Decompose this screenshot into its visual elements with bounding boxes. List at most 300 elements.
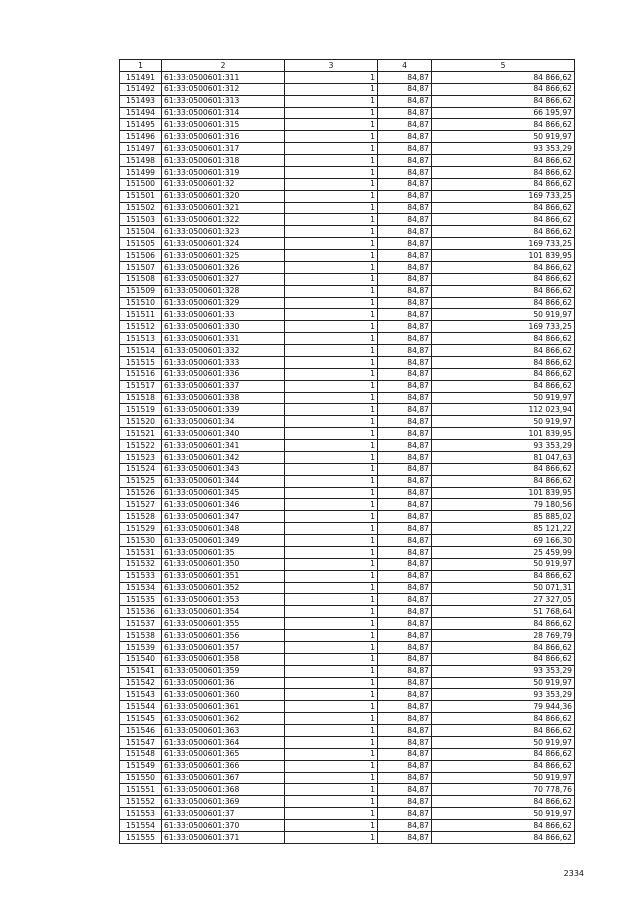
rate-cell: 84,87 (378, 808, 432, 820)
amount-cell: 84 866,62 (432, 475, 575, 487)
count-cell: 1 (285, 440, 378, 452)
cadastral-number-cell: 61:33:0500601:352 (162, 582, 285, 594)
table-row (120, 677, 575, 689)
row-number-cell: 151519 (120, 404, 162, 416)
table-row (120, 309, 575, 321)
count-cell: 1 (285, 523, 378, 535)
amount-cell: 84 866,62 (432, 796, 575, 808)
data-table (119, 59, 575, 844)
cadastral-number-cell: 61:33:0500601:336 (162, 368, 285, 380)
count-cell: 1 (285, 475, 378, 487)
count-cell: 1 (285, 772, 378, 784)
table-row (120, 202, 575, 214)
cadastral-number-cell: 61:33:0500601:37 (162, 808, 285, 820)
row-number-cell: 151552 (120, 796, 162, 808)
table-row (120, 428, 575, 440)
table-row (120, 190, 575, 202)
page-number: 2334 (563, 869, 584, 878)
count-cell: 1 (285, 71, 378, 83)
cadastral-number-cell: 61:33:0500601:315 (162, 119, 285, 131)
table-row (120, 345, 575, 357)
cadastral-number-cell: 61:33:0500601:349 (162, 535, 285, 547)
cadastral-number-cell: 61:33:0500601:326 (162, 261, 285, 273)
count-cell: 1 (285, 416, 378, 428)
amount-cell: 84 866,62 (432, 333, 575, 345)
row-number-cell: 151514 (120, 345, 162, 357)
row-number-cell: 151542 (120, 677, 162, 689)
table-row (120, 273, 575, 285)
row-number-cell: 151531 (120, 546, 162, 558)
row-number-cell: 151507 (120, 261, 162, 273)
count-cell: 1 (285, 594, 378, 606)
cadastral-number-cell: 61:33:0500601:346 (162, 499, 285, 511)
count-cell: 1 (285, 368, 378, 380)
amount-cell: 169 733,25 (432, 238, 575, 250)
count-cell: 1 (285, 392, 378, 404)
rate-cell: 84,87 (378, 250, 432, 262)
count-cell: 1 (285, 748, 378, 760)
column-header-4: 4 (378, 60, 432, 72)
amount-cell: 84 866,62 (432, 463, 575, 475)
count-cell: 1 (285, 558, 378, 570)
row-number-cell: 151500 (120, 178, 162, 190)
count-cell: 1 (285, 653, 378, 665)
rate-cell: 84,87 (378, 831, 432, 843)
rate-cell: 84,87 (378, 321, 432, 333)
rate-cell: 84,87 (378, 820, 432, 832)
rate-cell: 84,87 (378, 463, 432, 475)
table-row (120, 570, 575, 582)
row-number-cell: 151530 (120, 535, 162, 547)
cadastral-number-cell: 61:33:0500601:370 (162, 820, 285, 832)
rate-cell: 84,87 (378, 178, 432, 190)
table-row (120, 796, 575, 808)
rate-cell: 84,87 (378, 380, 432, 392)
amount-cell: 51 768,64 (432, 606, 575, 618)
amount-cell: 84 866,62 (432, 83, 575, 95)
count-cell: 1 (285, 463, 378, 475)
row-number-cell: 151537 (120, 618, 162, 630)
row-number-cell: 151535 (120, 594, 162, 606)
count-cell: 1 (285, 808, 378, 820)
cadastral-number-cell: 61:33:0500601:327 (162, 273, 285, 285)
rate-cell: 84,87 (378, 285, 432, 297)
rate-cell: 84,87 (378, 404, 432, 416)
amount-cell: 84 866,62 (432, 95, 575, 107)
row-number-cell: 151532 (120, 558, 162, 570)
amount-cell: 93 353,29 (432, 143, 575, 155)
amount-cell: 84 866,62 (432, 725, 575, 737)
cadastral-number-cell: 61:33:0500601:353 (162, 594, 285, 606)
table-row (120, 166, 575, 178)
cadastral-number-cell: 61:33:0500601:321 (162, 202, 285, 214)
amount-cell: 50 919,97 (432, 677, 575, 689)
cadastral-number-cell: 61:33:0500601:348 (162, 523, 285, 535)
cadastral-number-cell: 61:33:0500601:358 (162, 653, 285, 665)
row-number-cell: 151549 (120, 760, 162, 772)
row-number-cell: 151525 (120, 475, 162, 487)
table-row (120, 155, 575, 167)
amount-cell: 50 919,97 (432, 808, 575, 820)
table-row (120, 226, 575, 238)
amount-cell: 84 866,62 (432, 380, 575, 392)
amount-cell: 84 866,62 (432, 570, 575, 582)
amount-cell: 85 121,22 (432, 523, 575, 535)
count-cell: 1 (285, 796, 378, 808)
cadastral-number-cell: 61:33:0500601:320 (162, 190, 285, 202)
row-number-cell: 151538 (120, 630, 162, 642)
cadastral-number-cell: 61:33:0500601:312 (162, 83, 285, 95)
rate-cell: 84,87 (378, 665, 432, 677)
row-number-cell: 151498 (120, 155, 162, 167)
amount-cell: 169 733,25 (432, 190, 575, 202)
amount-cell: 84 866,62 (432, 345, 575, 357)
table-row (120, 475, 575, 487)
row-number-cell: 151541 (120, 665, 162, 677)
amount-cell: 84 866,62 (432, 285, 575, 297)
row-number-cell: 151499 (120, 166, 162, 178)
cadastral-number-cell: 61:33:0500601:366 (162, 760, 285, 772)
count-cell: 1 (285, 570, 378, 582)
row-number-cell: 151547 (120, 736, 162, 748)
cadastral-number-cell: 61:33:0500601:354 (162, 606, 285, 618)
amount-cell: 81 047,63 (432, 451, 575, 463)
amount-cell: 84 866,62 (432, 820, 575, 832)
row-number-cell: 151493 (120, 95, 162, 107)
amount-cell: 27 327,05 (432, 594, 575, 606)
count-cell: 1 (285, 618, 378, 630)
rate-cell: 84,87 (378, 392, 432, 404)
count-cell: 1 (285, 665, 378, 677)
count-cell: 1 (285, 820, 378, 832)
count-cell: 1 (285, 309, 378, 321)
row-number-cell: 151506 (120, 250, 162, 262)
row-number-cell: 151521 (120, 428, 162, 440)
row-number-cell: 151495 (120, 119, 162, 131)
rate-cell: 84,87 (378, 451, 432, 463)
table-row (120, 107, 575, 119)
row-number-cell: 151494 (120, 107, 162, 119)
amount-cell: 84 866,62 (432, 178, 575, 190)
table-row (120, 748, 575, 760)
amount-cell: 50 071,31 (432, 582, 575, 594)
row-number-cell: 151508 (120, 273, 162, 285)
rate-cell: 84,87 (378, 190, 432, 202)
row-number-cell: 151555 (120, 831, 162, 843)
table-row (120, 582, 575, 594)
count-cell: 1 (285, 760, 378, 772)
column-header-5: 5 (432, 60, 575, 72)
table-row (120, 736, 575, 748)
table-row (120, 653, 575, 665)
count-cell: 1 (285, 784, 378, 796)
count-cell: 1 (285, 214, 378, 226)
table-row (120, 760, 575, 772)
table-header-row (120, 60, 575, 72)
count-cell: 1 (285, 131, 378, 143)
cadastral-number-cell: 61:33:0500601:323 (162, 226, 285, 238)
table-row (120, 333, 575, 345)
cadastral-number-cell: 61:33:0500601:331 (162, 333, 285, 345)
cadastral-number-cell: 61:33:0500601:329 (162, 297, 285, 309)
count-cell: 1 (285, 725, 378, 737)
amount-cell: 84 866,62 (432, 653, 575, 665)
amount-cell: 84 866,62 (432, 261, 575, 273)
table-row (120, 250, 575, 262)
amount-cell: 84 866,62 (432, 155, 575, 167)
count-cell: 1 (285, 155, 378, 167)
rate-cell: 84,87 (378, 689, 432, 701)
count-cell: 1 (285, 546, 378, 558)
count-cell: 1 (285, 831, 378, 843)
amount-cell: 93 353,29 (432, 440, 575, 452)
amount-cell: 84 866,62 (432, 641, 575, 653)
table-row (120, 178, 575, 190)
row-number-cell: 151511 (120, 309, 162, 321)
cadastral-number-cell: 61:33:0500601:359 (162, 665, 285, 677)
count-cell: 1 (285, 143, 378, 155)
cadastral-number-cell: 61:33:0500601:328 (162, 285, 285, 297)
row-number-cell: 151533 (120, 570, 162, 582)
row-number-cell: 151528 (120, 511, 162, 523)
row-number-cell: 151539 (120, 641, 162, 653)
count-cell: 1 (285, 736, 378, 748)
row-number-cell: 151496 (120, 131, 162, 143)
row-number-cell: 151515 (120, 356, 162, 368)
cadastral-number-cell: 61:33:0500601:362 (162, 713, 285, 725)
count-cell: 1 (285, 641, 378, 653)
rate-cell: 84,87 (378, 131, 432, 143)
amount-cell: 66 195,97 (432, 107, 575, 119)
table-row (120, 321, 575, 333)
table-row (120, 511, 575, 523)
amount-cell: 50 919,97 (432, 392, 575, 404)
cadastral-number-cell: 61:33:0500601:332 (162, 345, 285, 357)
count-cell: 1 (285, 119, 378, 131)
table-row (120, 463, 575, 475)
cadastral-number-cell: 61:33:0500601:364 (162, 736, 285, 748)
cadastral-number-cell: 61:33:0500601:314 (162, 107, 285, 119)
table-row (120, 95, 575, 107)
rate-cell: 84,87 (378, 297, 432, 309)
table-row (120, 261, 575, 273)
row-number-cell: 151544 (120, 701, 162, 713)
row-number-cell: 151517 (120, 380, 162, 392)
rate-cell: 84,87 (378, 748, 432, 760)
cadastral-number-cell: 61:33:0500601:345 (162, 487, 285, 499)
count-cell: 1 (285, 487, 378, 499)
cadastral-number-cell: 61:33:0500601:32 (162, 178, 285, 190)
count-cell: 1 (285, 321, 378, 333)
rate-cell: 84,87 (378, 214, 432, 226)
column-header-3: 3 (285, 60, 378, 72)
count-cell: 1 (285, 250, 378, 262)
amount-cell: 84 866,62 (432, 356, 575, 368)
row-number-cell: 151551 (120, 784, 162, 796)
table-row (120, 523, 575, 535)
row-number-cell: 151536 (120, 606, 162, 618)
row-number-cell: 151524 (120, 463, 162, 475)
amount-cell: 84 866,62 (432, 214, 575, 226)
cadastral-number-cell: 61:33:0500601:333 (162, 356, 285, 368)
count-cell: 1 (285, 677, 378, 689)
row-number-cell: 151509 (120, 285, 162, 297)
rate-cell: 84,87 (378, 345, 432, 357)
cadastral-number-cell: 61:33:0500601:350 (162, 558, 285, 570)
cadastral-number-cell: 61:33:0500601:337 (162, 380, 285, 392)
table-row (120, 546, 575, 558)
table-row (120, 558, 575, 570)
rate-cell: 84,87 (378, 416, 432, 428)
rate-cell: 84,87 (378, 736, 432, 748)
table-row (120, 143, 575, 155)
count-cell: 1 (285, 582, 378, 594)
row-number-cell: 151548 (120, 748, 162, 760)
amount-cell: 84 866,62 (432, 713, 575, 725)
rate-cell: 84,87 (378, 725, 432, 737)
rate-cell: 84,87 (378, 677, 432, 689)
table-row (120, 131, 575, 143)
amount-cell: 25 459,99 (432, 546, 575, 558)
amount-cell: 85 885,02 (432, 511, 575, 523)
rate-cell: 84,87 (378, 356, 432, 368)
row-number-cell: 151518 (120, 392, 162, 404)
rate-cell: 84,87 (378, 475, 432, 487)
rate-cell: 84,87 (378, 523, 432, 535)
cadastral-number-cell: 61:33:0500601:343 (162, 463, 285, 475)
count-cell: 1 (285, 83, 378, 95)
cadastral-number-cell: 61:33:0500601:325 (162, 250, 285, 262)
cadastral-number-cell: 61:33:0500601:356 (162, 630, 285, 642)
amount-cell: 84 866,62 (432, 226, 575, 238)
rate-cell: 84,87 (378, 760, 432, 772)
table-row (120, 725, 575, 737)
row-number-cell: 151543 (120, 689, 162, 701)
amount-cell: 84 866,62 (432, 831, 575, 843)
row-number-cell: 151497 (120, 143, 162, 155)
rate-cell: 84,87 (378, 558, 432, 570)
count-cell: 1 (285, 297, 378, 309)
cadastral-number-cell: 61:33:0500601:330 (162, 321, 285, 333)
rate-cell: 84,87 (378, 238, 432, 250)
amount-cell: 93 353,29 (432, 689, 575, 701)
rate-cell: 84,87 (378, 487, 432, 499)
row-number-cell: 151529 (120, 523, 162, 535)
row-number-cell: 151504 (120, 226, 162, 238)
amount-cell: 84 866,62 (432, 273, 575, 285)
table-row (120, 820, 575, 832)
count-cell: 1 (285, 404, 378, 416)
amount-cell: 79 944,36 (432, 701, 575, 713)
table-row (120, 641, 575, 653)
rate-cell: 84,87 (378, 535, 432, 547)
table-row (120, 356, 575, 368)
table-row (120, 416, 575, 428)
count-cell: 1 (285, 356, 378, 368)
amount-cell: 50 919,97 (432, 131, 575, 143)
rate-cell: 84,87 (378, 71, 432, 83)
table-row (120, 368, 575, 380)
amount-cell: 84 866,62 (432, 760, 575, 772)
amount-cell: 69 166,30 (432, 535, 575, 547)
cadastral-number-cell: 61:33:0500601:34 (162, 416, 285, 428)
amount-cell: 84 866,62 (432, 202, 575, 214)
table-row (120, 831, 575, 843)
row-number-cell: 151545 (120, 713, 162, 725)
cadastral-number-cell: 61:33:0500601:355 (162, 618, 285, 630)
row-number-cell: 151491 (120, 71, 162, 83)
table-row (120, 119, 575, 131)
cadastral-number-cell: 61:33:0500601:340 (162, 428, 285, 440)
rate-cell: 84,87 (378, 166, 432, 178)
count-cell: 1 (285, 273, 378, 285)
amount-cell: 169 733,25 (432, 321, 575, 333)
cadastral-number-cell: 61:33:0500601:319 (162, 166, 285, 178)
rate-cell: 84,87 (378, 428, 432, 440)
cadastral-number-cell: 61:33:0500601:365 (162, 748, 285, 760)
row-number-cell: 151503 (120, 214, 162, 226)
cadastral-number-cell: 61:33:0500601:317 (162, 143, 285, 155)
row-number-cell: 151546 (120, 725, 162, 737)
row-number-cell: 151505 (120, 238, 162, 250)
table-row (120, 606, 575, 618)
table-row (120, 618, 575, 630)
row-number-cell: 151540 (120, 653, 162, 665)
count-cell: 1 (285, 511, 378, 523)
rate-cell: 84,87 (378, 155, 432, 167)
rate-cell: 84,87 (378, 653, 432, 665)
rate-cell: 84,87 (378, 570, 432, 582)
cadastral-number-cell: 61:33:0500601:35 (162, 546, 285, 558)
count-cell: 1 (285, 689, 378, 701)
table-row (120, 404, 575, 416)
row-number-cell: 151510 (120, 297, 162, 309)
amount-cell: 28 769,79 (432, 630, 575, 642)
amount-cell: 101 839,95 (432, 487, 575, 499)
table-body (120, 71, 575, 843)
row-number-cell: 151550 (120, 772, 162, 784)
rate-cell: 84,87 (378, 95, 432, 107)
cadastral-number-cell: 61:33:0500601:338 (162, 392, 285, 404)
rate-cell: 84,87 (378, 107, 432, 119)
rate-cell: 84,87 (378, 440, 432, 452)
count-cell: 1 (285, 226, 378, 238)
rate-cell: 84,87 (378, 83, 432, 95)
table-row (120, 71, 575, 83)
count-cell: 1 (285, 499, 378, 511)
cadastral-number-cell: 61:33:0500601:367 (162, 772, 285, 784)
cadastral-number-cell: 61:33:0500601:318 (162, 155, 285, 167)
table-row (120, 630, 575, 642)
count-cell: 1 (285, 713, 378, 725)
count-cell: 1 (285, 285, 378, 297)
table-row (120, 784, 575, 796)
row-number-cell: 151526 (120, 487, 162, 499)
rate-cell: 84,87 (378, 499, 432, 511)
row-number-cell: 151502 (120, 202, 162, 214)
amount-cell: 50 919,97 (432, 416, 575, 428)
rate-cell: 84,87 (378, 261, 432, 273)
table-row (120, 238, 575, 250)
count-cell: 1 (285, 630, 378, 642)
rate-cell: 84,87 (378, 582, 432, 594)
count-cell: 1 (285, 345, 378, 357)
count-cell: 1 (285, 701, 378, 713)
table-row (120, 701, 575, 713)
count-cell: 1 (285, 95, 378, 107)
rate-cell: 84,87 (378, 796, 432, 808)
amount-cell: 101 839,95 (432, 250, 575, 262)
